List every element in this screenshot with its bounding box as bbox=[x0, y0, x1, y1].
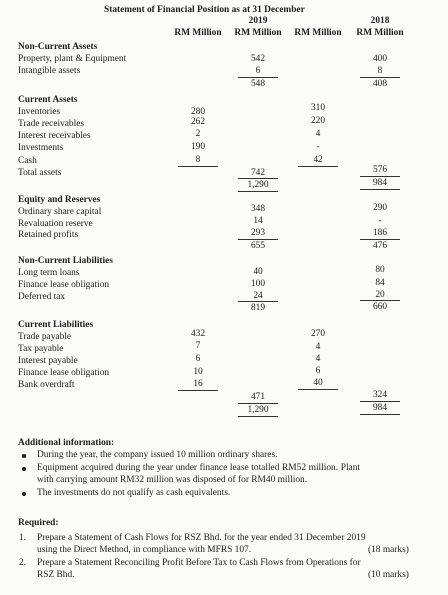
col-header-2019-a: RM Million bbox=[174, 28, 222, 38]
value-2018: 400 bbox=[372, 54, 388, 64]
value-2018: 8 bbox=[377, 66, 383, 76]
row-label-total-assets: Total assets bbox=[18, 168, 62, 178]
value-2019: 293 bbox=[250, 228, 266, 238]
row-label: Deferred tax bbox=[18, 292, 66, 302]
subtotal-rule bbox=[298, 389, 338, 390]
subtotal-rule bbox=[178, 166, 218, 167]
col-header-2018-b: RM Million bbox=[356, 28, 404, 38]
subtotal-2018: 660 bbox=[372, 302, 388, 312]
total-rule bbox=[238, 191, 278, 192]
value-2018: 270 bbox=[310, 329, 326, 339]
value-2019: 280 bbox=[190, 107, 206, 117]
total-rule bbox=[238, 403, 278, 404]
total-rule bbox=[360, 414, 400, 415]
additional-info-line: The investments do not qualify as cash equivalents. bbox=[37, 488, 231, 498]
row-label: Retained profits bbox=[18, 230, 79, 240]
value-2019: 16 bbox=[193, 379, 203, 389]
additional-info-line: During the year, the company issued 10 million ordinary shares. bbox=[37, 450, 278, 460]
total-rule bbox=[238, 178, 278, 179]
row-label: Long term loans bbox=[18, 268, 80, 278]
subtotal-2018: 324 bbox=[372, 390, 388, 400]
row-label: Trade payable bbox=[18, 332, 72, 342]
required-item-marks: (10 marks) bbox=[368, 570, 409, 580]
additional-info-line: Equipment acquired during the year under finance lease totalled RM52 million. Plant bbox=[37, 463, 361, 473]
required-heading: Required: bbox=[18, 518, 59, 528]
subtotal-rule bbox=[298, 166, 338, 167]
required-item-number: 1. bbox=[19, 533, 27, 543]
value-2018: - bbox=[378, 216, 382, 226]
value-2019: 7 bbox=[195, 341, 201, 351]
value-2019: 14 bbox=[253, 216, 263, 226]
value-2019: 542 bbox=[250, 54, 266, 64]
row-label: Bank overdraft bbox=[18, 380, 75, 390]
col-header-2019-b: RM Million bbox=[234, 28, 282, 38]
section-heading-current-assets: Current Assets bbox=[18, 95, 78, 105]
row-label: Interest payable bbox=[18, 356, 78, 366]
subtotal-rule bbox=[178, 390, 218, 391]
required-item-line: Prepare a Statement Reconciling Profit Before Tax to Cash Flows from Operations for bbox=[37, 558, 361, 568]
row-label: Intangible assets bbox=[18, 66, 81, 76]
subtotal-2018: 476 bbox=[372, 241, 388, 251]
value-2018: 186 bbox=[372, 228, 388, 238]
statement-title: Statement of Financial Position as at 31 December bbox=[104, 5, 305, 15]
section-heading-non-current-liabilities: Non-Current Liabilities bbox=[18, 256, 113, 266]
value-2019: 40 bbox=[253, 267, 263, 277]
subtotal-2019: 655 bbox=[250, 241, 266, 251]
total-assets-2019: 1,290 bbox=[247, 180, 269, 190]
value-2019: 742 bbox=[250, 168, 266, 178]
row-label: Tax payable bbox=[18, 344, 64, 354]
bullet-icon bbox=[22, 454, 26, 458]
value-2019: 24 bbox=[253, 291, 263, 301]
subtotal-rule bbox=[238, 239, 278, 240]
value-2018: 220 bbox=[310, 116, 326, 126]
value-2019: 2 bbox=[195, 129, 201, 139]
value-2019: 6 bbox=[195, 354, 201, 364]
required-item-line: Prepare a Statement of Cash Flows for RSZ Bhd. for the year ended 31 December 2019 bbox=[37, 533, 366, 543]
subtotal-rule bbox=[360, 77, 400, 78]
section-heading-equity-reserves: Equity and Reserves bbox=[18, 195, 101, 205]
value-2018: 80 bbox=[375, 265, 385, 275]
row-label: Finance lease obligation bbox=[18, 368, 110, 378]
subtotal-2018: 408 bbox=[372, 79, 388, 89]
value-2019: 8 bbox=[195, 155, 201, 165]
subtotal-2019: 471 bbox=[250, 392, 266, 402]
row-label: Revaluation reserve bbox=[18, 219, 93, 229]
value-2018: 6 bbox=[315, 366, 321, 376]
additional-info-line: with carrying amount RM32 million was disposed of for RM40 million. bbox=[37, 475, 308, 485]
additional-info-heading: Additional information: bbox=[18, 438, 115, 448]
subtotal-rule bbox=[238, 77, 278, 78]
required-item-number: 2. bbox=[19, 558, 27, 568]
subtotal-rule bbox=[360, 300, 400, 301]
value-2018: 4 bbox=[315, 342, 321, 352]
value-2018: 4 bbox=[315, 354, 321, 364]
value-2019: 6 bbox=[255, 66, 261, 76]
value-2018: 310 bbox=[310, 103, 326, 113]
value-2018: 290 bbox=[372, 203, 388, 213]
total-equity-liabilities-2019: 1,290 bbox=[247, 405, 269, 415]
year-2018-header: 2018 bbox=[370, 16, 390, 26]
row-label: Property, plant & Equipment bbox=[18, 54, 127, 64]
year-2019-header: 2019 bbox=[248, 16, 268, 26]
value-2018: 20 bbox=[375, 290, 385, 300]
required-item-line: using the Direct Method, in compliance with MFRS 107. bbox=[37, 545, 252, 555]
row-label: Finance lease obligation bbox=[18, 280, 110, 290]
row-label: Interest receivables bbox=[18, 131, 91, 141]
value-2019: 262 bbox=[190, 117, 206, 127]
section-heading-non-current-assets: Non-Current Assets bbox=[18, 42, 98, 52]
value-2018: 576 bbox=[372, 165, 388, 175]
col-header-2018-a: RM Million bbox=[294, 28, 342, 38]
value-2018: - bbox=[316, 142, 320, 152]
value-2019: 10 bbox=[193, 367, 203, 377]
value-2018: 84 bbox=[375, 278, 385, 288]
value-2018: 4 bbox=[315, 129, 321, 139]
row-label: Investments bbox=[18, 143, 64, 153]
required-item-marks: (18 marks) bbox=[368, 545, 409, 555]
total-rule bbox=[360, 189, 400, 190]
total-equity-liabilities-2018: 984 bbox=[372, 403, 388, 413]
value-2019: 432 bbox=[190, 329, 206, 339]
row-label: Inventories bbox=[18, 107, 61, 117]
total-rule bbox=[360, 401, 400, 402]
bullet-icon bbox=[22, 492, 26, 496]
subtotal-rule bbox=[360, 239, 400, 240]
total-assets-2018: 984 bbox=[372, 178, 388, 188]
section-heading-current-liabilities: Current Liabilities bbox=[18, 320, 94, 330]
required-item-line: RSZ Bhd. bbox=[37, 570, 75, 580]
bullet-icon bbox=[22, 467, 26, 471]
subtotal-2019: 548 bbox=[250, 79, 266, 89]
value-2019: 100 bbox=[250, 279, 266, 289]
value-2018: 40 bbox=[313, 378, 323, 388]
total-rule bbox=[238, 416, 278, 417]
value-2019: 348 bbox=[250, 204, 266, 214]
subtotal-2019: 819 bbox=[250, 303, 266, 313]
value-2018: 42 bbox=[313, 155, 323, 165]
total-rule bbox=[360, 176, 400, 177]
subtotal-rule bbox=[238, 301, 278, 302]
value-2019: 190 bbox=[190, 142, 206, 152]
row-label: Ordinary share capital bbox=[18, 207, 102, 217]
row-label: Cash bbox=[18, 156, 37, 166]
row-label: Trade receivables bbox=[18, 119, 85, 129]
